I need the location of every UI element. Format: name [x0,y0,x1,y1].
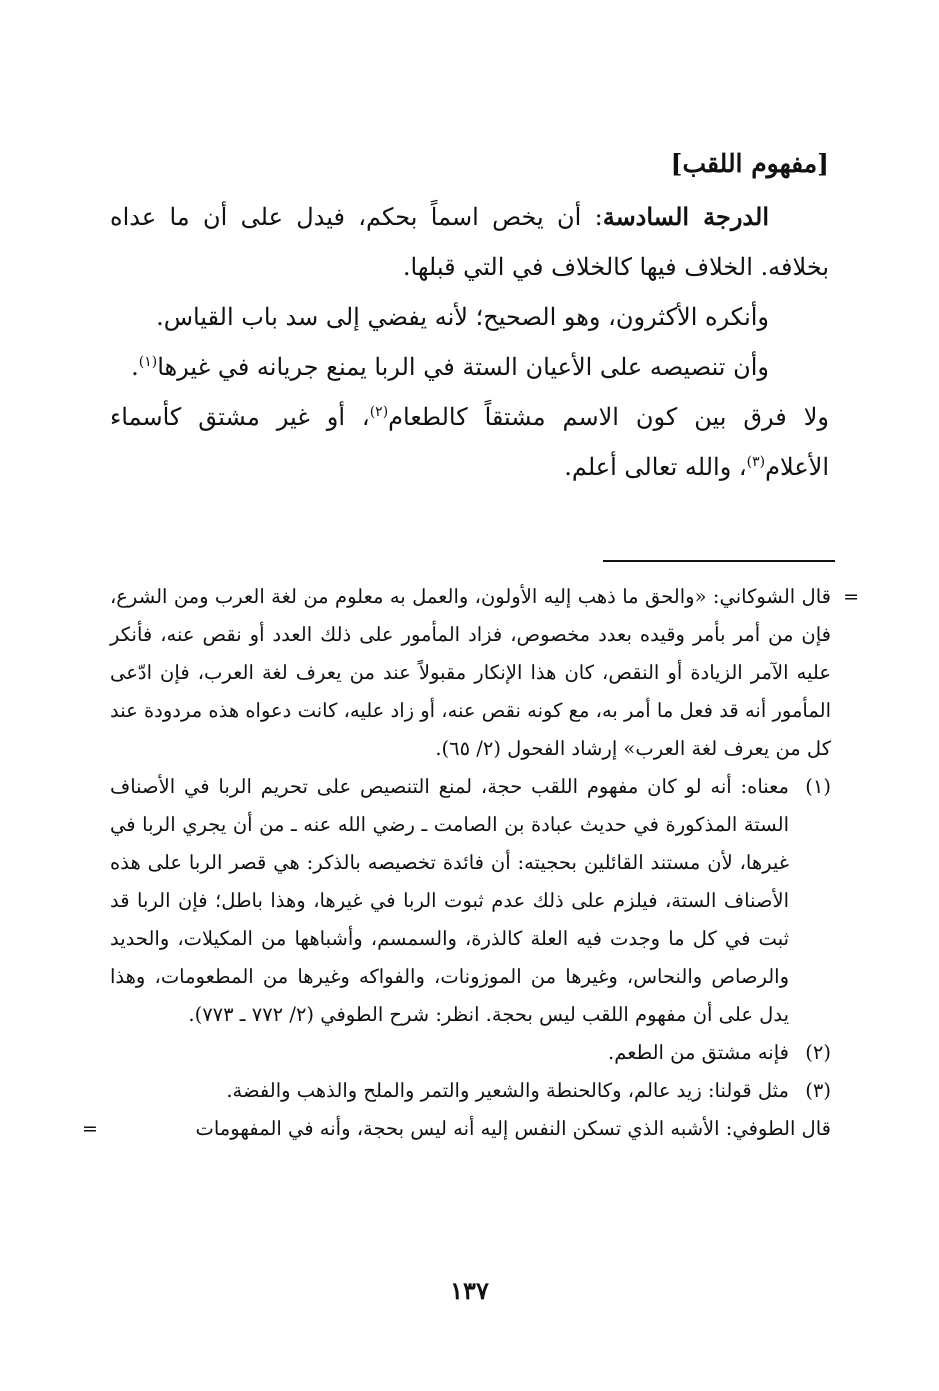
footnote-number: (١) [805,775,831,798]
paragraph-end: . [131,353,139,381]
footnote-text: فإنه مشتق من الطعم. [608,1041,789,1064]
footnote-text: مثل قولنا: زيد عالم، وكالحنطة والشعير والتمر والملح والذهب والفضة. [226,1079,789,1102]
footnote-separator [603,560,835,562]
footnote-continued [110,578,859,768]
paragraph-lead: الدرجة السادسة [602,202,769,231]
paragraph-text: وأن تنصيصه على الأعيان الستة في الربا يمنع جريانه في غيرها [157,353,769,381]
footnote-text: معناه: أنه لو كان مفهوم اللقب حجة، لمنع التنصيص على تحريم الربا في الأصناف الستة المذكورة في حديث عبادة بن الصامت ـ رضي الله عنه ـ من أن يجري الربا في غيرها، لأن مستند القائلين بحجيته: أن فائدة تخصيصه بالذكر: هي قصر الربا على هذه الأصناف الستة، فيلزم على ذلك عدم ثبوت الربا في غيرها، وهذا باطل؛ فإن الربا قد ثبت في كل ما وجدت فيه العلة كالذرة، والسمسم، وأشباهها من المكيلات، والحديد والرصاص والنحاس، وغيرها من الموزونات، والفواكه وغيرها من المطعومات، وهذا يدل على أن مفهوم اللقب ليس بحجة. انظر: شرح الطوفي (٢/ ٧٧٢ ـ ٧٧٣). [110,775,790,1026]
footnote-text: قال الطوفي: الأشبه الذي تسكن النفس إليه أنه ليس بحجة، وأنه في المفهومات [195,1117,831,1140]
footnote-ref[interactable]: (١) [138,354,158,370]
footnote-2 [110,1034,831,1072]
page-number: ١٣٧ [450,1276,489,1305]
paragraph-text: ولا فرق بين كون الاسم مشتقاً كالطعام [388,403,829,431]
paragraph-text: وأنكره الأكثرون، وهو الصحيح؛ لأنه يفضي إلى سد باب القياس. [156,303,769,331]
section-title: [مفهوم اللقب] [670,149,829,178]
footnote-number: (٢) [805,1041,831,1064]
footnote-ref[interactable]: (٣) [746,454,766,470]
paragraph-text: : أن يخص اسماً بحكم، فيدل على أن ما عداه بخلافه. الخلاف فيها كالخلاف في التي قبلها. [110,203,829,281]
footnotes [82,578,859,1148]
paragraph-2 [110,292,829,342]
paragraph-end: ، والله تعالى أعلم. [564,453,747,481]
main-text [110,140,829,492]
paragraph-4 [110,392,829,492]
paragraph-mid: ، أو غير مشتق كأسماء الأعلام [110,403,829,481]
paragraph-3 [110,342,829,392]
footnote-ref[interactable]: (٢) [369,404,389,420]
footnote-1 [110,768,831,1034]
continuation-mark: = [82,1118,98,1140]
footnote-3 [110,1072,831,1110]
footnote-text: قال الشوكاني: «والحق ما ذهب إليه الأولون، والعمل به معلوم من لغة العرب ومن الشرع، فإن من أمر بأمر وقيده بعدد مخصوص، فزاد المأمور على ذلك العدد أو نقص عنه، فأنكر عليه الآمر الزيادة أو النقص، كان هذا الإنكار مقبولاً عند من يعرف لغة العرب، فإن ادّعى المأمور أنه قد فعل ما أمر به، مع كونه نقص عنه، أو زاد عليه، كانت دعواه هذه مردودة عند كل من يعرف لغة العرب» إرشاد الفحول (٢/ ٦٥). [110,585,831,760]
continuation-mark: = [843,586,859,608]
footnote-trailing [82,1110,831,1148]
footnote-number: (٣) [805,1079,831,1102]
paragraph-1 [110,192,829,292]
